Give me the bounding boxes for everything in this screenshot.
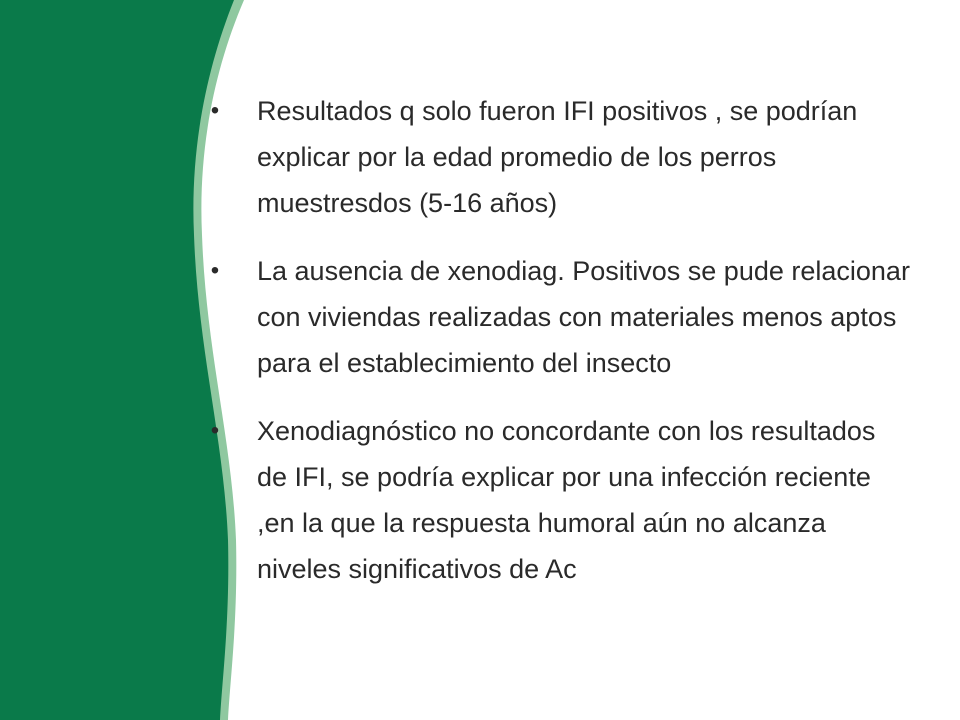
bullet-marker: • <box>210 257 220 284</box>
content-area <box>205 88 910 614</box>
bullet-marker: • <box>210 97 220 124</box>
bullet-item <box>205 88 910 226</box>
bullet-text: Xenodiagnóstico no concordante con los resultados de IFI, se podría explicar por una infección reciente ,en la que la respuesta humoral aún no alcanza niveles significativos de Ac <box>257 416 876 584</box>
bullet-text: La ausencia de xenodiag. Positivos se pude relacionar con viviendas realizadas con materiales menos aptos para el establecimiento del insecto <box>257 256 910 378</box>
sidebar-green-shape <box>0 0 234 720</box>
bullet-text: Resultados q solo fueron IFI positivos , se podrían explicar por la edad promedio de los perros muestresdos (5-16 años) <box>257 96 858 218</box>
bullet-item <box>205 248 910 386</box>
bullet-list <box>205 88 910 592</box>
bullet-item <box>205 408 910 592</box>
bullet-marker: • <box>210 417 220 444</box>
